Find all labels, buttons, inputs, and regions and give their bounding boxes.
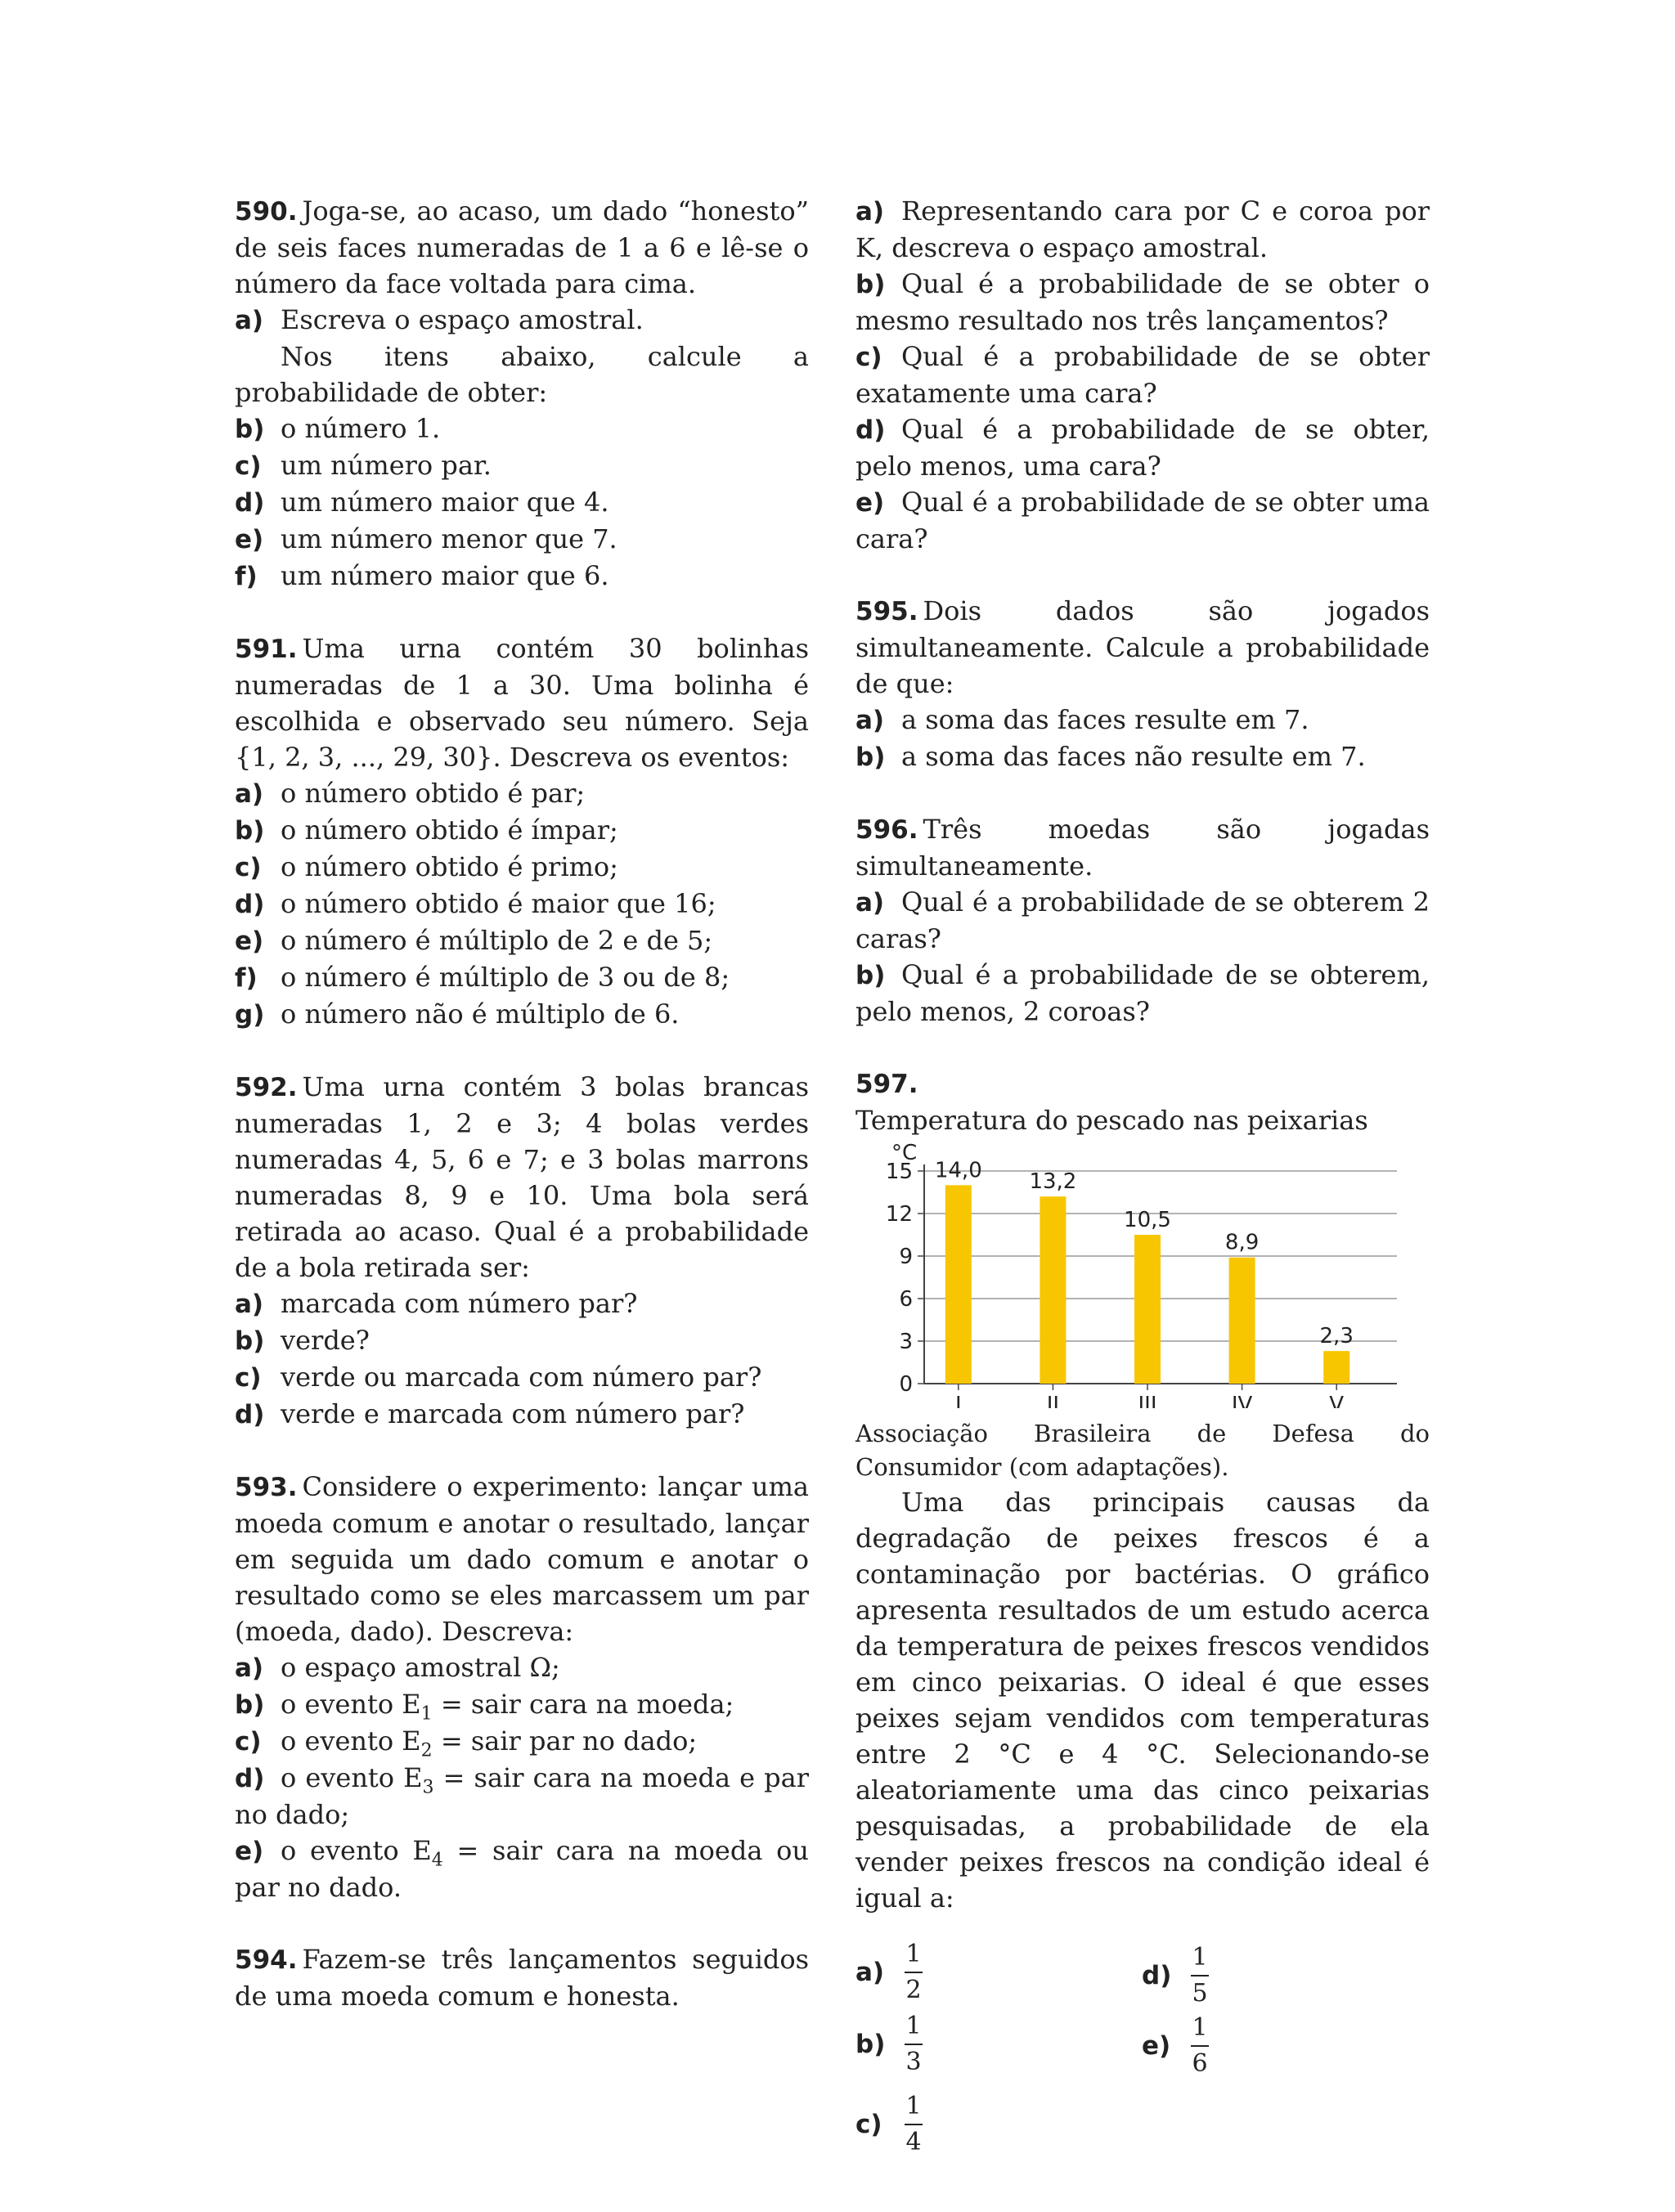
bar — [945, 1185, 972, 1384]
option-b[interactable]: b) $\frac{1}{3}$ — [855, 2012, 922, 2076]
problem-592-statement: 592. Uma urna contém 3 bolas brancas numeradas 1, 2 e 3; 4 bolas verdes numeradas 4, 5, 6 e 7; e 3 bolas marrons numeradas 8, 9 e 10. Uma bola será retirada ao acaso. Qual é a probabilidade de a bola retirada ser: — [235, 1071, 809, 1283]
problem-594-statement: 594. Fazem-se três lançamentos seguidos de uma moeda comum e honesta. — [235, 1944, 809, 2012]
item-c: c) um número par. — [235, 450, 492, 481]
item-d: d) um número maior que 4. — [235, 487, 609, 518]
data-label: 10,5 — [1124, 1208, 1171, 1232]
problem-590-instruction: Nos itens abaixo, calcule a probabilidade de obter: — [235, 341, 809, 408]
x-tick-label: IV — [1231, 1393, 1253, 1408]
problem-597-text: Uma das principais causas da degradação de peixes frescos é a contaminação por bactérias. O gráfico apresenta resultados de um estudo acerca da temperatura de peixes frescos vendidos em cinco peixarias. O ideal é que esses peixes sejam vendidos com temperaturas entre 2 °C e 4 °C. Selecionando-se aleatoriamente uma das cinco peixarias pesquisadas, a probabilidade de ela vender peixes frescos na condição ideal é igual a: — [855, 1487, 1430, 1914]
item-a: a) Representando cara por C e coroa por K, descreva o espaço amostral. — [855, 195, 1430, 263]
problem-591-statement: 591. Uma urna contém 30 bolinhas numeradas de 1 a 30. Uma bolinha é escolhida e observado seu número. Seja {1, 2, 3, ..., 29, 30}. Descreva os eventos: — [235, 633, 809, 773]
fraction: $\frac{1}{2}$ — [905, 1940, 922, 2004]
item-b: b) verde? — [235, 1325, 370, 1356]
y-tick-label: 6 — [899, 1287, 913, 1312]
x-tick-label: V — [1329, 1393, 1345, 1408]
problem-number: 595. — [855, 597, 918, 626]
y-axis-unit-label: °C — [891, 1141, 918, 1165]
problem-number: 593. — [235, 1473, 298, 1502]
item-g: g) o número não é múltiplo de 6. — [235, 998, 680, 1030]
problem-number: 590. — [235, 197, 298, 227]
data-label: 2,3 — [1319, 1324, 1354, 1349]
item-a: a) marcada com número par? — [235, 1288, 638, 1319]
item-e: e) o evento $E_4$ = sair cara na moeda ou par no dado. — [235, 1835, 810, 1903]
item-d: d) Qual é a probabilidade de se obter, pelo menos, uma cara? — [855, 414, 1430, 482]
item-b: b) o número 1. — [235, 413, 441, 444]
problem-596 — [855, 811, 1430, 1030]
item-d: d) o número obtido é maior que 16; — [235, 888, 716, 919]
problem-593-statement: 593. Considere o experimento: lançar uma moeda comum e anotar o resultado, lançar em seguida um dado comum e anotar o resultado como se eles marcassem um par (moeda, dado). Descreva: — [235, 1471, 809, 1647]
item-a: a) a soma das faces resulte em 7. — [855, 704, 1309, 735]
data-label: 8,9 — [1224, 1230, 1260, 1255]
bar — [1323, 1351, 1349, 1384]
problem-number: 591. — [235, 635, 298, 664]
fraction: $\frac{1}{6}$ — [1192, 2013, 1208, 2078]
problem-594-items — [855, 193, 1430, 557]
problem-592 — [235, 1069, 809, 1433]
item-c: c) o evento $E_2$ = sair par no dado; — [235, 1725, 698, 1761]
item-a: a) Qual é a probabilidade de se obterem 2 caras? — [855, 886, 1430, 954]
x-tick-label: III — [1138, 1393, 1157, 1408]
problem-595 — [855, 593, 1430, 775]
x-tick-label: I — [954, 1393, 962, 1408]
item-c: c) Qual é a probabilidade de se obter exatamente uma cara? — [855, 341, 1430, 409]
chart-title: Temperatura do pescado nas peixarias — [855, 1105, 1368, 1136]
item-e: e) um número menor que 7. — [235, 523, 617, 554]
y-tick-label: 9 — [899, 1245, 913, 1269]
problem-596-statement: 596. Três moedas são jogadas simultaneamente. — [855, 814, 1430, 882]
option-a[interactable]: a) $\frac{1}{2}$ — [855, 1940, 922, 2004]
option-e[interactable]: e) $\frac{1}{6}$ — [1142, 2013, 1208, 2078]
answer-options — [855, 1939, 1430, 2176]
item-d: d) verde e marcada com número par? — [235, 1398, 745, 1429]
problem-591 — [235, 630, 809, 1033]
y-tick-label: 15 — [885, 1160, 913, 1184]
problem-595-statement: 595. Dois dados são jogados simultaneamente. Calcule a probabilidade de que: — [855, 595, 1430, 699]
chart-source: Associação Brasileira de Defesa do Consumidor (com adaptações). — [855, 1420, 1430, 1481]
right-column — [855, 193, 1430, 2212]
problem-number: 592. — [235, 1073, 298, 1102]
problem-number: 594. — [235, 1945, 298, 1975]
bar — [1040, 1196, 1066, 1384]
data-label: 13,2 — [1029, 1169, 1077, 1195]
item-a: a) o espaço amostral Ω; — [235, 1652, 560, 1683]
item-a: a) o número obtido é par; — [235, 778, 586, 809]
data-label: 14,0 — [934, 1158, 982, 1183]
item-b: b) Qual é a probabilidade de se obterem, pelo menos, 2 coroas? — [855, 959, 1430, 1027]
fraction: $\frac{1}{5}$ — [1192, 1943, 1208, 2008]
item-b: b) Qual é a probabilidade de se obter o mesmo resultado nos três lançamentos? — [855, 268, 1430, 336]
problem-number: 597. — [855, 1070, 918, 1099]
y-tick-label: 0 — [899, 1372, 913, 1397]
item-e: e) o número é múltiplo de 2 e de 5; — [235, 925, 713, 956]
item-f: f) o número é múltiplo de 3 ou de 8; — [235, 962, 730, 993]
problem-590 — [235, 193, 809, 595]
item-f: f) um número maior que 6. — [235, 560, 609, 591]
x-tick-label: II — [1046, 1393, 1060, 1408]
problem-597-heading — [855, 1066, 1430, 1102]
item-d: d) o evento $E_3$ = sair cara na moeda e par no dado; — [235, 1762, 810, 1830]
y-tick-label: 3 — [899, 1330, 913, 1354]
temperature-chart — [855, 1102, 1430, 1417]
y-tick-label: 12 — [885, 1202, 913, 1227]
item-b: b) o evento $E_1$ = sair cara na moeda; — [235, 1689, 734, 1725]
item-b: b) o número obtido é ímpar; — [235, 814, 618, 846]
item-c: c) o número obtido é primo; — [235, 851, 618, 882]
problem-number: 596. — [855, 815, 918, 845]
fraction: $\frac{1}{4}$ — [905, 2092, 922, 2156]
item-c: c) verde ou marcada com número par? — [235, 1362, 762, 1393]
problem-597 — [855, 1066, 1430, 2176]
item-a: a) Escreva o espaço amostral. — [235, 304, 644, 335]
option-d[interactable]: d) $\frac{1}{5}$ — [1142, 1943, 1208, 2008]
bar-chart — [855, 1138, 1430, 1408]
problem-593 — [235, 1469, 809, 1905]
left-column — [235, 193, 809, 2050]
problem-594 — [235, 1941, 809, 2014]
bar — [1229, 1258, 1255, 1384]
option-c[interactable]: c) $\frac{1}{4}$ — [855, 2092, 922, 2156]
item-e: e) Qual é a probabilidade de se obter uma cara? — [855, 487, 1430, 554]
fraction: $\frac{1}{3}$ — [905, 2012, 922, 2076]
item-b: b) a soma das faces não resulte em 7. — [855, 741, 1366, 772]
problem-590-statement: 590. Joga-se, ao acaso, um dado “honesto” de seis faces numeradas de 1 a 6 e lê-se o número da face voltada para cima. — [235, 195, 809, 299]
bar — [1134, 1235, 1161, 1384]
